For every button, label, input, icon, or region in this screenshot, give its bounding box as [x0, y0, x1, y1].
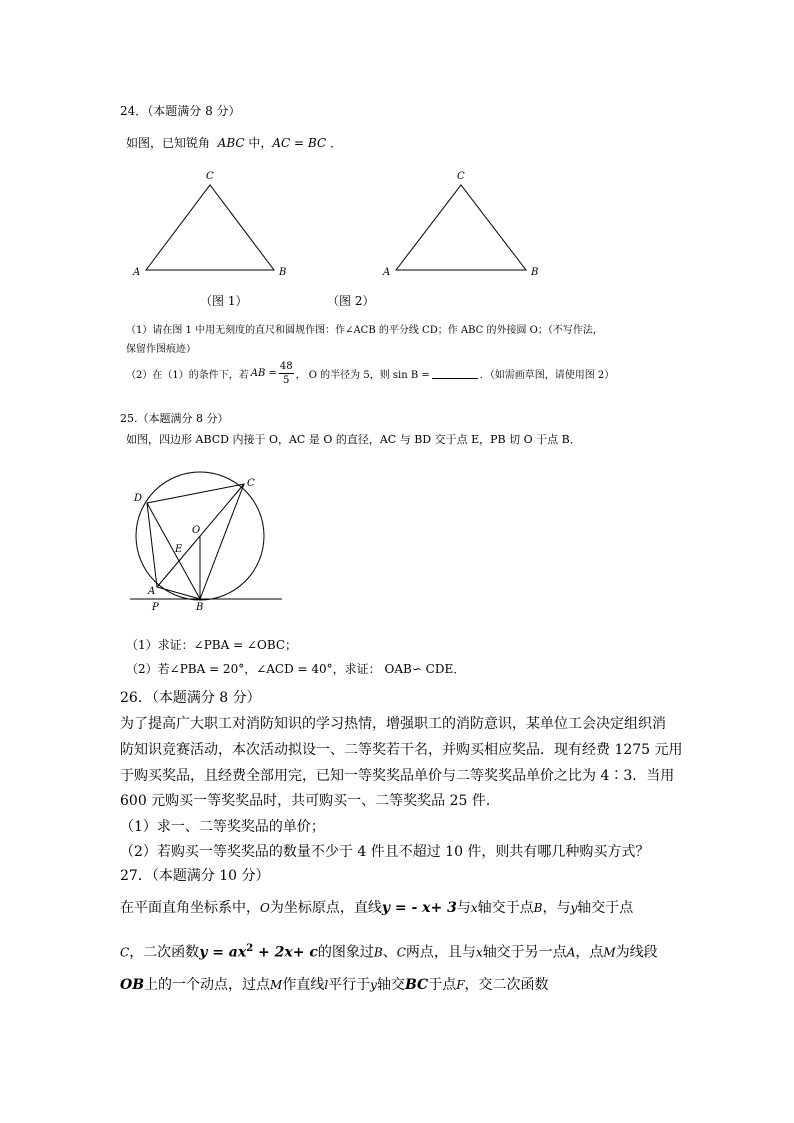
fig1-label-c: C [206, 171, 214, 182]
label-c: C [247, 478, 255, 489]
q27-line3 [120, 973, 549, 997]
fraction-numerator: 48 [279, 361, 293, 372]
q27-l1-b: B [533, 901, 543, 915]
q24-intro-mid: 中， [248, 136, 273, 150]
q27-l3-text-e: 于点 [428, 977, 457, 993]
fig1-label-b: B [279, 267, 287, 278]
q24-intro-prefix: 如图，已知锐角 [126, 136, 211, 150]
q27-l3-text-d: 轴交 [376, 977, 405, 993]
q25-intro: 如图，四边形 ABCD 内接于 O，AC 是 O 的直径，AC 与 BD 交于点 E，PB 切 O 于点 B． [126, 433, 581, 446]
q27-l3-text-b: 作直线 [282, 977, 325, 993]
q26-part1: （1）求一、二等奖奖品的单价； [120, 819, 325, 835]
q27-l2-equation-part2: + 2x+ c [253, 944, 318, 961]
q27-l1-text-c: 与 [456, 900, 471, 916]
q27-l1-y: y [570, 901, 578, 915]
q24-intro [126, 134, 342, 151]
fig2-caption: （图 2） [327, 294, 375, 308]
q24-part2-fraction [279, 360, 294, 387]
q26-line2: 防知识竞赛活动，本次活动拟设一、二等奖若干名，并购买相应奖品．现有经费 1275 元用 [120, 742, 683, 758]
q27-l3-ob: OB [120, 977, 145, 993]
fig2-label-a: A [383, 267, 391, 278]
q27-l2-exponent: 2 [246, 943, 254, 954]
label-p: P [152, 602, 159, 613]
q26-line1: 为了提高广大职工对消防知识的学习热情，增强职工的消防意识，某单位工会决定组织消 [120, 716, 666, 732]
q24-intro-triangle: ABC [217, 136, 245, 150]
q26-line4: 600 元购买一等奖奖品时，共可购买一、二等奖奖品 25 件． [120, 793, 500, 809]
label-b: B [196, 602, 204, 613]
fig1-caption: （图 1） [200, 294, 248, 308]
q27-l3-l: l [324, 978, 329, 992]
q27-l1-text-e: ，与 [542, 900, 571, 916]
fraction-denominator: 5 [283, 375, 290, 386]
q27-l1-x: x [470, 901, 478, 915]
fig2-label-c: C [457, 171, 465, 182]
q27-l1-text-d: 轴交于点 [477, 900, 534, 916]
q27-l3-y: y [370, 978, 377, 992]
q27-l2-text-d: 两点，且与 [405, 944, 476, 961]
fig1-label-a: A [133, 267, 141, 278]
q27-l3-text-a: 上的一个动点，过点 [144, 977, 271, 993]
q27-l1-text-a: 在平面直角坐标系中， [120, 900, 260, 916]
q24-part2-prefix: （2）在（1）的条件下，若 [126, 370, 249, 381]
q27-l1-text-f: 轴交于点 [577, 900, 634, 916]
q27-l2-text-e: 轴交于另一点 [482, 944, 567, 961]
q25-header: 25.（本题满分 8 分） [120, 412, 229, 425]
q27-l2-c: C [120, 945, 130, 960]
q27-l3-text-c: 平行于 [328, 977, 371, 993]
q26-header: 26．（本题满分 8 分） [120, 690, 261, 706]
q27-l1-equation: y = - x+ 3 [381, 900, 457, 916]
q27-l3-m: M [270, 978, 283, 992]
q24-intro-end: ． [329, 136, 342, 150]
q27-l3-bc: BC [404, 977, 429, 993]
q27-header: 27．（本题满分 10 分） [120, 868, 270, 884]
q24-part2-mid: ， O 的半径为 5，则 sin B = [295, 370, 430, 381]
chord-bd [147, 503, 200, 599]
q24-part2-ab: AB = [250, 368, 277, 379]
q27-l2-a: A [566, 945, 576, 960]
q27-l2-text-b: 的图象过 [317, 944, 374, 961]
q27-l2-equation-part1: y = ax [199, 944, 247, 961]
label-d: D [134, 493, 143, 504]
q27-l2-text-a: ，二次函数 [129, 944, 200, 961]
q24-part2-end: ．（如需画草图，请使用图 2） [479, 370, 615, 381]
label-e: E [175, 544, 183, 555]
q24-figure-2 [382, 171, 538, 278]
q27-l2-c2: C [396, 945, 406, 960]
q24-figures [120, 165, 560, 285]
q25-figure [120, 470, 290, 615]
q24-header: 24．（本题满分 8 分） [120, 104, 241, 118]
label-o: O [192, 525, 201, 536]
label-a: A [148, 586, 156, 597]
q26-line3: 于购买奖品，且经费全部用完，已知一等奖奖品单价与二等奖奖品单价之比为 4∶3．当用 [120, 768, 675, 784]
answer-blank [432, 368, 478, 379]
q25-part1: （1）求证：∠PBA = ∠OBC； [126, 638, 298, 652]
q27-l2-text-f: ，点 [575, 944, 604, 961]
q25-part2: （2）若∠PBA = 20°，∠ACD = 40°，求证： OAB∽ CDE． [126, 662, 466, 676]
fig2-label-b: B [531, 267, 539, 278]
q24-figure-1 [132, 171, 286, 278]
q27-l1-o: O [260, 901, 270, 915]
q27-l2-b: B [373, 945, 383, 960]
q27-line1 [120, 896, 633, 920]
q24-part1-line1: （1）请在图 1 中用无刻度的直尺和圆规作图：作∠ACB 的平分线 CD；作 ABC 的外接圆 O；（不写作法， [126, 325, 603, 336]
q27-l2-m: M [603, 945, 616, 960]
q27-l2-x: x [475, 945, 483, 960]
q24-part2 [126, 360, 614, 387]
q27-l1-text-b: 为坐标原点，直线 [269, 900, 382, 916]
q27-l2-text-g: 为线段 [615, 944, 658, 961]
q24-part1-line2: 保留作图痕迹） [126, 344, 196, 355]
q26-part2: （2）若购买一等奖奖品的数量不少于 4 件且不超过 10 件，则共有哪几种购买方式？ [120, 844, 650, 860]
q24-intro-eq: AC = BC [272, 136, 327, 150]
q27-l3-f: F [456, 978, 465, 992]
q27-line2 [120, 937, 658, 965]
q27-l3-text-f: ，交二次函数 [464, 977, 549, 993]
q27-l2-text-c: 、 [382, 944, 397, 961]
